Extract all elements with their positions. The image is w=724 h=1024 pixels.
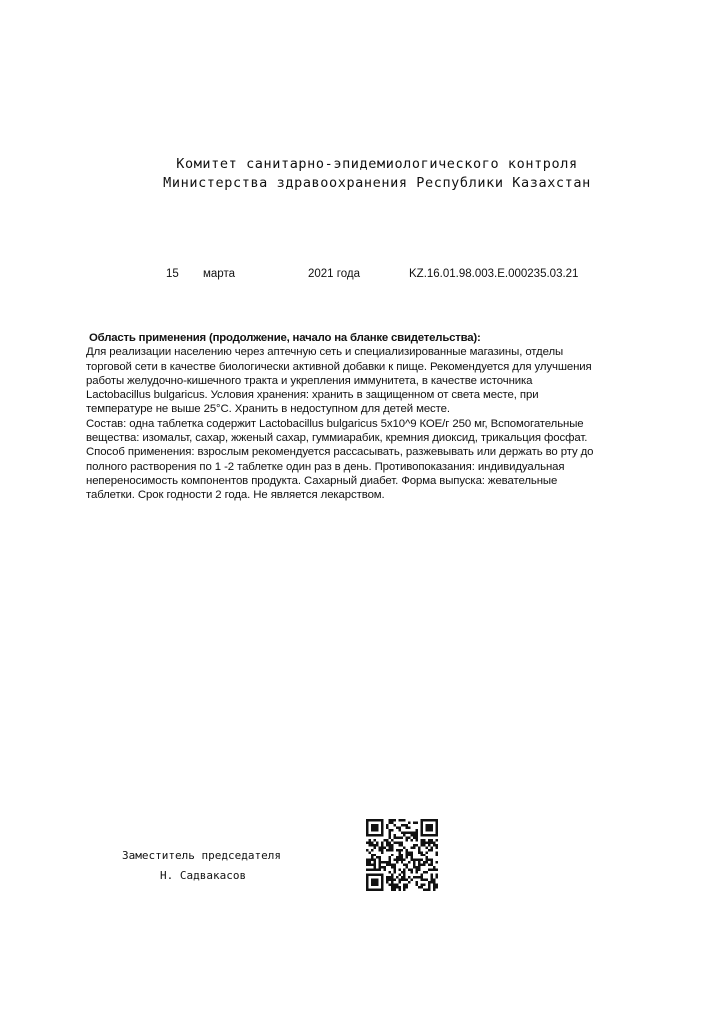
scope-line: Состав: одна таблетка содержит Lactobacillus bulgaricus 5х10^9 КОЕ/г 250 мг, Вспомогательные [86,417,584,430]
date-line [0,268,724,284]
scope-line: Способ применения: взрослым рекомендуется рассасывать, разжевывать или держать во рту до [86,446,594,459]
scope-line: температуре не выше 25°С. Хранить в недоступном для детей месте. [86,403,450,416]
scope-line: вещества: изомальт, сахар, жженый сахар, гуммиарабик, кремния диоксид, трикальция фосфат. [86,432,588,445]
scope-section [86,331,646,503]
qr-code-icon [366,819,438,891]
date-month: марта [203,268,235,280]
issuing-authority [0,155,724,193]
date-day: 15 [166,268,179,280]
scope-line: Для реализации населению через аптечную сеть и специализированные магазины, отделы [86,346,564,359]
date-year: 2021 года [308,268,360,280]
scope-line: полного растворения по 1 -2 таблетке один раз в день. Противопоказания: индивидуальная [86,460,565,473]
signatory-position: Заместитель председателя [122,849,281,862]
signature-block [122,846,281,886]
authority-line-2: Министерства здравоохранения Республики Казахстан [163,175,591,191]
scope-line: работы желудочно-кишечного тракта и укрепления иммунитета, в качестве источника [86,374,533,387]
scope-line: непереносимость компонентов продукта. Сахарный диабет. Форма выпуска: жевательные [86,474,558,487]
scope-title: Область применения (продолжение, начало на бланке свидетельства): [89,332,481,344]
signatory-name: Н. Садвакасов [160,869,247,882]
scope-line: таблетки. Срок годности 2 года. Не является лекарством. [86,489,385,502]
scope-line: Lactobacillus bulgaricus. Условия хранения: хранить в защищенном от света месте, при [86,389,539,402]
scope-line: торговой сети в качестве биологически активной добавки к пище. Рекомендуется для улучшения [86,360,592,373]
authority-line-1: Комитет санитарно-эпидемиологического контроля [176,156,578,172]
certificate-number: KZ.16.01.98.003.E.000235.03.21 [409,268,579,280]
